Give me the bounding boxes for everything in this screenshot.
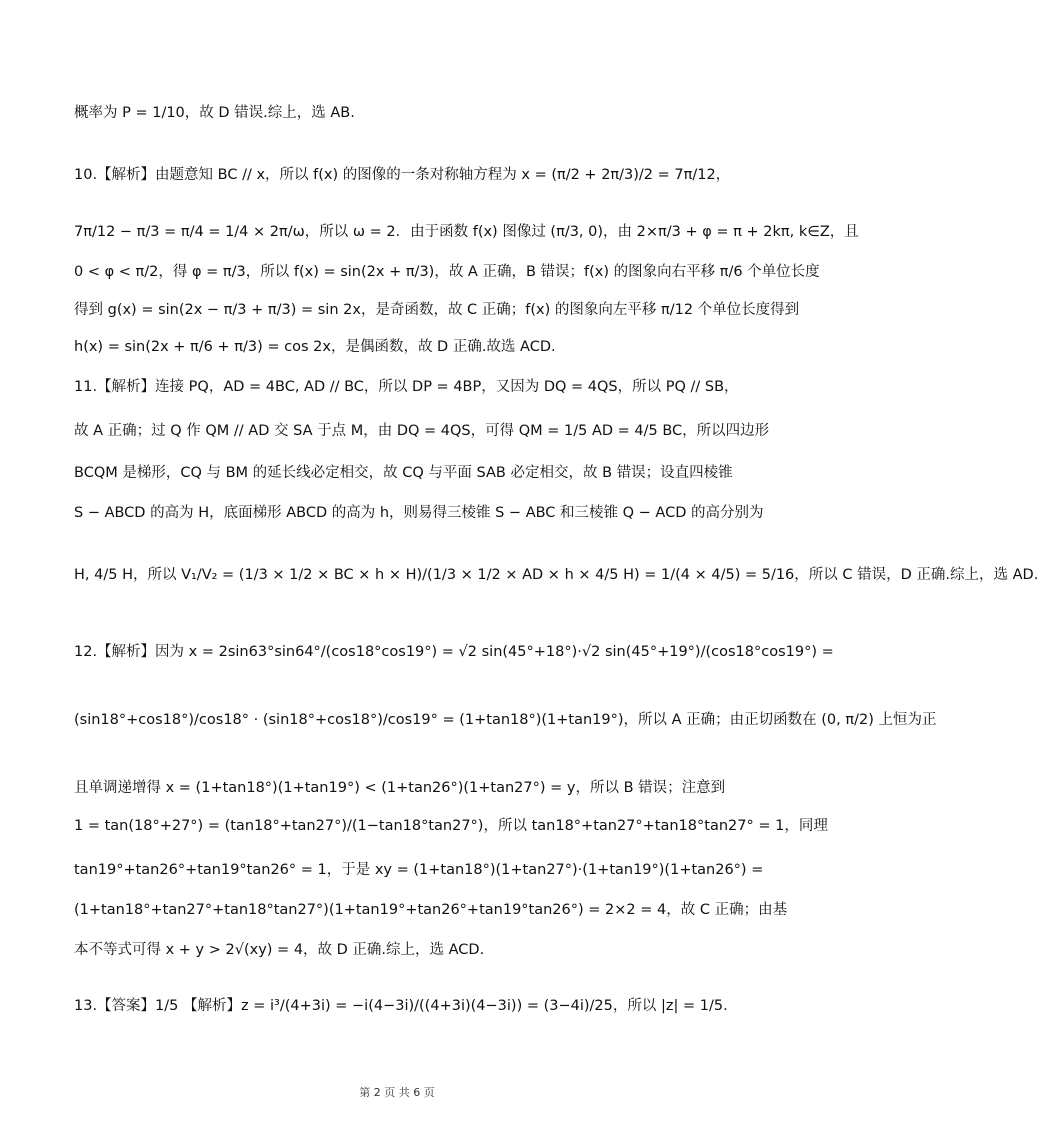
text-line: H, 4/5 H，所以 V₁/V₂ = (1/3 × 1/2 × BC × h × H)/(1/3 × 1/2 × AD × h × 4/5 H) = 1/(4 × 4/5) = 5/16，所以 C 错误，D 正确.综上，选 AD.: [74, 567, 1038, 583]
text-line: 概率为 P = 1/10，故 D 错误.综上，选 AB.: [74, 105, 355, 121]
text-line: 7π/12 − π/3 = π/4 = 1/4 × 2π/ω，所以 ω = 2．由于函数 f(x) 图像过 (π/3, 0)，由 2×π/3 + φ = π + 2kπ, k∈Z，且: [74, 224, 859, 240]
text-line: 0 < φ < π/2，得 φ = π/3，所以 f(x) = sin(2x + π/3)，故 A 正确，B 错误；f(x) 的图象向右平移 π/6 个单位长度: [74, 264, 820, 280]
text-line: 得到 g(x) = sin(2x − π/3 + π/3) = sin 2x，是奇函数，故 C 正确；f(x) 的图象向左平移 π/12 个单位长度得到: [74, 302, 800, 318]
text-line: 1 = tan(18°+27°) = (tan18°+tan27°)/(1−tan18°tan27°)，所以 tan18°+tan27°+tan18°tan27° = 1，同理: [74, 818, 828, 834]
text-line: 12.【解析】因为 x = 2sin63°sin64°/(cos18°cos19°) = √2 sin(45°+18°)·√2 sin(45°+19°)/(cos18°cos19°) =: [74, 644, 834, 660]
text-line: 13.【答案】1/5 【解析】z = i³/(4+3i) = −i(4−3i)/((4+3i)(4−3i)) = (3−4i)/25，所以 |z| = 1/5.: [74, 998, 728, 1014]
text-line: BCQM 是梯形，CQ 与 BM 的延长线必定相交，故 CQ 与平面 SAB 必定相交，故 B 错误；设直四棱锥: [74, 465, 733, 481]
text-line: S − ABCD 的高为 H，底面梯形 ABCD 的高为 h，则易得三棱锥 S − ABC 和三棱锥 Q − ACD 的高分别为: [74, 505, 764, 521]
text-line: tan19°+tan26°+tan19°tan26° = 1，于是 xy = (1+tan18°)(1+tan27°)·(1+tan19°)(1+tan26°) =: [74, 862, 764, 878]
text-line: 本不等式可得 x + y > 2√(xy) = 4，故 D 正确.综上，选 ACD.: [74, 942, 485, 958]
text-line: (sin18°+cos18°)/cos18° · (sin18°+cos18°)/cos19° = (1+tan18°)(1+tan19°)，所以 A 正确；由正切函数在 (0, π/2) 上恒为正: [74, 712, 937, 728]
text-line: 11.【解析】连接 PQ，AD = 4BC, AD // BC，所以 DP = 4BP，又因为 DQ = 4QS，所以 PQ // SB，: [74, 379, 739, 395]
text-line: 故 A 正确；过 Q 作 QM // AD 交 SA 于点 M，由 DQ = 4QS，可得 QM = 1/5 AD = 4/5 BC，所以四边形: [74, 423, 770, 439]
text-line: h(x) = sin(2x + π/6 + π/3) = cos 2x，是偶函数，故 D 正确.故选 ACD.: [74, 339, 556, 355]
text-line: 10.【解析】由题意知 BC // x，所以 f(x) 的图像的一条对称轴方程为 x = (π/2 + 2π/3)/2 = 7π/12，: [74, 167, 731, 183]
text-line: (1+tan18°+tan27°+tan18°tan27°)(1+tan19°+tan26°+tan19°tan26°) = 2×2 = 4，故 C 正确；由基: [74, 902, 788, 918]
page-footer: 第 2 页 共 6 页: [359, 1086, 435, 1099]
text-line: 且单调递增得 x = (1+tan18°)(1+tan19°) < (1+tan26°)(1+tan27°) = y，所以 B 错误；注意到: [74, 780, 726, 796]
